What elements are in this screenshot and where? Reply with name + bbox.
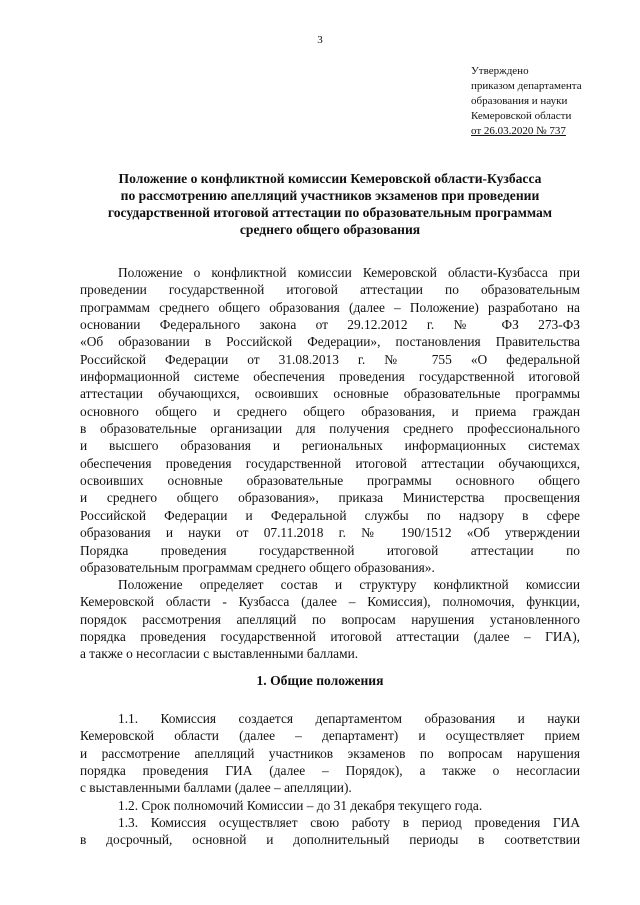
text-line: Кемеровской области - Кузбасса (далее – Комиссия), полномочия, функции, [80,594,580,610]
approval-line: Кемеровской области [471,110,572,122]
text-line: информационной системе обеспечения проведения государственной итоговой [80,369,580,385]
section-general-provisions [80,710,580,849]
document-title [80,170,580,238]
text-line: и высшего образования и региональных информационных системах [80,438,580,454]
text-line: «Об образовании в Российской Федерации», постановления Правительства [80,334,580,350]
text-line: 1.2. Срок полномочий Комиссии – до 31 декабря текущего года. [118,797,483,813]
approval-line: Утверждено [471,65,529,77]
text-line: программам среднего общего образования (далее – Положение) разработано на [80,299,580,315]
text-line: порядка проведения государственной итоговой аттестации (далее – ГИА), [80,629,580,645]
section-heading: 1. Общие положения [256,673,384,688]
text-line: и рассмотрение апелляций участников экзаменов по вопросам нарушения [80,745,580,761]
text-line: Положение о конфликтной комиссии Кемеровской области-Кузбасса при [118,265,580,280]
title-line: среднего общего образования [239,222,421,237]
text-line: обеспечения проведения государственной итоговой аттестации обучающихся, [80,455,580,471]
text-line: в досрочный, основной и дополнительный периоды в соответствии [80,832,580,848]
text-line: 1.3. Комиссия осуществляет свою работу в период проведения ГИА [118,815,580,831]
text-line: освоивших основные образовательные программы основного общего [80,473,580,489]
approval-date-line: от 26.03.2020 № 737 [471,125,566,137]
text-line: основного общего и среднего общего образования, и приема граждан [80,403,580,419]
text-line: образовательным программам среднего общего образования». [80,559,435,575]
text-line: образования и науки от 07.11.2018 г. № 190/1512 «Об утверждении [80,525,580,541]
text-line: Кемеровской области (далее – департамент) и осуществляет прием [80,728,580,744]
text-line: аттестации обучающихся, освоивших основные образовательные программы [80,386,580,402]
title-line: Положение о конфликтной комиссии Кемеровской области-Кузбасса [118,171,542,186]
text-line: с выставленными баллами (далее – апелляции). [80,780,352,796]
approval-line: приказом департамента [471,80,582,92]
text-line: а также о несогласии с выставленными баллами. [80,646,359,662]
page-number: 3 [317,34,323,46]
text-line: порядок рассмотрения апелляций по вопросам нарушения установленного [80,611,580,627]
text-line: Положение определяет состав и структуру конфликтной комиссии [118,577,580,592]
text-line: в образовательные организации для получения среднего профессионального [80,421,580,437]
text-line: основании Федерального закона от 29.12.2012 г. № ФЗ 273-ФЗ [80,317,580,333]
paragraph-scope [80,576,580,663]
approval-stamp [471,64,631,139]
text-line: Российской Федерации от 31.08.2013 г. № 755 «О федеральной [80,351,580,367]
text-line: Российской Федерации и Федеральной службы по надзору в сфере [80,507,580,523]
text-line: проведении государственной итоговой аттестации по образовательным [80,282,580,298]
title-line: по рассмотрению апелляций участников экзаменов при проведении [120,188,540,203]
text-line: и среднего общего образования», приказа Министерства просвещения [80,490,580,506]
approval-line: образования и науки [471,95,568,107]
text-line: Порядка проведения государственной итоговой аттестации по [80,542,580,558]
text-line: 1.1. Комиссия создается департаментом образования и науки [118,711,580,726]
title-line: государственной итоговой аттестации по образовательным программам [107,205,553,220]
text-line: порядка проведения ГИА (далее – Порядок), а также о несогласии [80,763,580,779]
paragraph-intro [80,264,580,576]
